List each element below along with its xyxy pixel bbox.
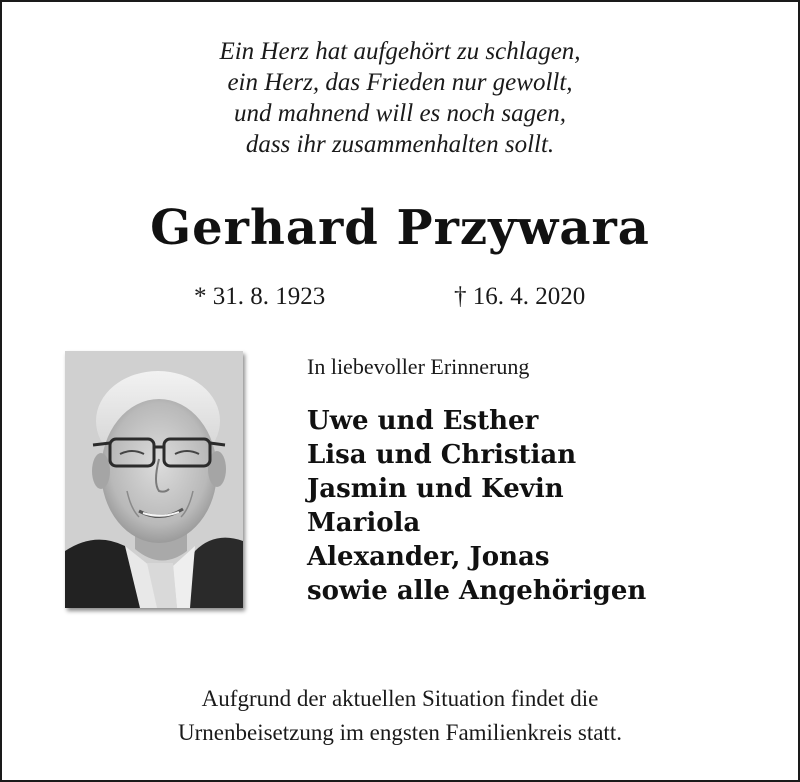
family-member: Uwe und Esther (307, 406, 539, 436)
memorial-poem (2, 36, 798, 160)
family-member: Mariola (307, 508, 421, 538)
poem-line: dass ihr zusammenhalten sollt. (245, 131, 555, 158)
poem-line: Ein Herz hat aufgehört zu schlagen, (219, 38, 581, 65)
funeral-notice (2, 682, 798, 750)
portrait-photo (65, 351, 243, 608)
deceased-name: Gerhard Przywara (150, 200, 650, 256)
family-list (307, 404, 646, 608)
portrait-illustration (65, 351, 243, 608)
family-member: Jasmin und Kevin (307, 474, 564, 504)
notice-line: Aufgrund der aktuellen Situation findet die (201, 686, 599, 711)
poem-line: ein Herz, das Frieden nur gewollt, (227, 69, 573, 96)
notice-line: Urnenbeisetzung im engsten Familienkreis statt. (178, 720, 622, 745)
family-member: Alexander, Jonas (307, 542, 550, 572)
poem-line: und mahnend will es noch sagen, (234, 100, 566, 127)
memorial-intro: In liebevoller Erinnerung (307, 354, 530, 379)
family-member: sowie alle Angehörigen (307, 576, 647, 606)
birth-date: * 31. 8. 1923 (194, 283, 326, 310)
death-date: † 16. 4. 2020 (454, 283, 586, 310)
family-member: Lisa und Christian (307, 440, 577, 470)
